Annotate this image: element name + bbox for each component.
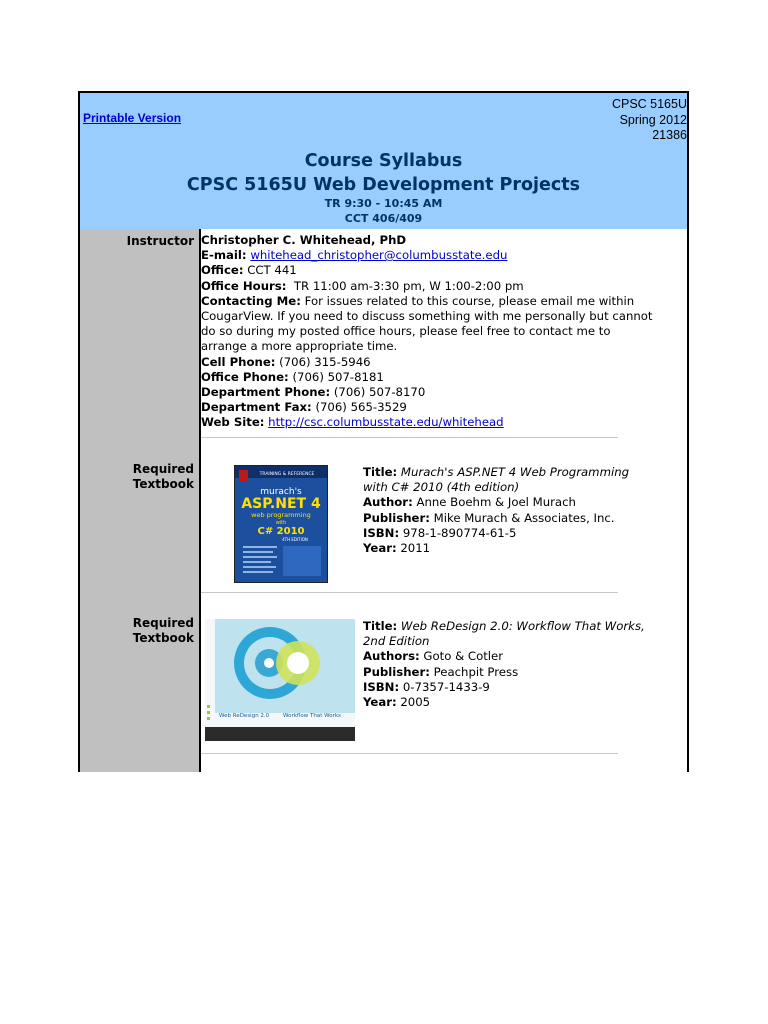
printable-version-link[interactable]: Printable Version xyxy=(83,111,182,125)
book1-author-row: Author: Anne Boehm & Joel Murach xyxy=(363,495,576,510)
instructor-dept-fax-row: Department Fax: (706) 565-3529 xyxy=(201,400,407,415)
page-title: Course Syllabus xyxy=(304,151,463,171)
instructor-label: Instructor xyxy=(126,234,194,248)
divider xyxy=(201,753,618,754)
book1-cover-banner: TRAINING & REFERENCE xyxy=(259,472,315,477)
divider xyxy=(201,592,618,593)
book1-details xyxy=(363,465,683,556)
book2-title-row: Title: Web ReDesign 2.0: Workflow That Works, xyxy=(363,619,645,633)
textbook1-label-line1: Required xyxy=(132,462,194,476)
course-schedule: TR 9:30 - 10:45 AM xyxy=(324,197,443,210)
instructor-contact-line4: arrange a more appropriate time. xyxy=(201,339,398,354)
book2-cover-right-text: Workflow That Works xyxy=(283,713,341,719)
book1-cover-lang: C# 2010 xyxy=(257,526,305,537)
divider xyxy=(201,437,618,438)
textbook2-label-line2: Textbook xyxy=(132,631,194,645)
book1-cover-image xyxy=(234,465,328,583)
book2-cover-image xyxy=(205,619,355,741)
book2-title-line2: 2nd Edition xyxy=(363,634,430,649)
course-room: CCT 406/409 xyxy=(344,211,423,225)
course-crn: 21386 xyxy=(652,128,687,142)
book1-isbn-row: ISBN: 978-1-890774-61-5 xyxy=(363,525,517,540)
textbook1-label xyxy=(133,462,194,492)
book2-cover-art xyxy=(205,619,355,741)
instructor-dept-phone-row: Department Phone: (706) 507-8170 xyxy=(201,385,426,400)
textbook1-label-line2: Textbook xyxy=(132,477,194,491)
instructor-cell-row: Cell Phone: (706) 315-5946 xyxy=(201,354,371,369)
book1-cover-brand: murach's xyxy=(260,487,302,497)
instructor-website-row: Web Site: http://csc.columbusstate.edu/whitehead xyxy=(201,415,504,430)
book1-cover-line2: with xyxy=(275,520,287,526)
book2-isbn-row: ISBN: 0-7357-1433-9 xyxy=(363,679,490,694)
book2-cover-left-text: Web ReDesign 2.0 xyxy=(219,713,270,719)
instructor-hours-row: Office Hours: TR 11:00 am-3:30 pm, W 1:00-2:00 pm xyxy=(201,278,524,293)
book1-year-row: Year: 2011 xyxy=(363,541,431,556)
textbook2-label-line1: Required xyxy=(132,616,194,630)
book1-cover-edition: 4TH EDITION xyxy=(282,537,308,542)
instructor-email-row: E-mail: whitehead_christopher@columbusstate.edu xyxy=(201,248,508,263)
instructor-office-row: Office: CCT 441 xyxy=(201,263,297,278)
instructor-contact-row: Contacting Me: For issues related to this course, please email me within xyxy=(201,293,635,308)
book1-title-line2: with C# 2010 (4th edition) xyxy=(363,480,520,495)
instructor-contact-line3: do so during my posted office hours, please feel free to contact me to xyxy=(201,324,611,339)
textbook2-label xyxy=(133,616,194,646)
instructor-office-phone-row: Office Phone: (706) 507-8181 xyxy=(201,369,384,384)
website-link[interactable]: http://csc.columbusstate.edu/whitehead xyxy=(268,415,504,430)
course-term: Spring 2012 xyxy=(619,112,687,127)
course-name: CPSC 5165U Web Development Projects xyxy=(186,175,581,195)
course-meta xyxy=(612,97,687,144)
course-titles xyxy=(80,149,687,226)
syllabus-frame xyxy=(78,91,689,772)
instructor-contact-line2: CougarView. If you need to discuss something with me personally but cannot xyxy=(201,309,653,324)
book1-cover-line1: web programming xyxy=(251,511,311,519)
label-column xyxy=(80,229,201,772)
book1-publisher-row: Publisher: Mike Murach & Associates, Inc. xyxy=(363,510,615,525)
instructor-name: Christopher C. Whitehead, PhD xyxy=(201,233,407,247)
book1-cover-product: ASP.NET 4 xyxy=(241,496,321,512)
book2-details xyxy=(363,619,683,710)
book2-year-row: Year: 2005 xyxy=(363,695,431,710)
syllabus-header xyxy=(80,93,687,229)
instructor-info xyxy=(201,233,689,431)
book2-publisher-row: Publisher: Peachpit Press xyxy=(363,664,519,679)
book1-title-row: Title: Murach's ASP.NET 4 Web Programming xyxy=(363,465,630,479)
email-link[interactable]: whitehead_christopher@columbusstate.edu xyxy=(250,248,508,263)
book2-authors-row: Authors: Goto & Cotler xyxy=(363,649,504,664)
book1-cover-art xyxy=(235,466,327,582)
course-code: CPSC 5165U xyxy=(611,97,687,111)
content-column xyxy=(201,229,687,772)
